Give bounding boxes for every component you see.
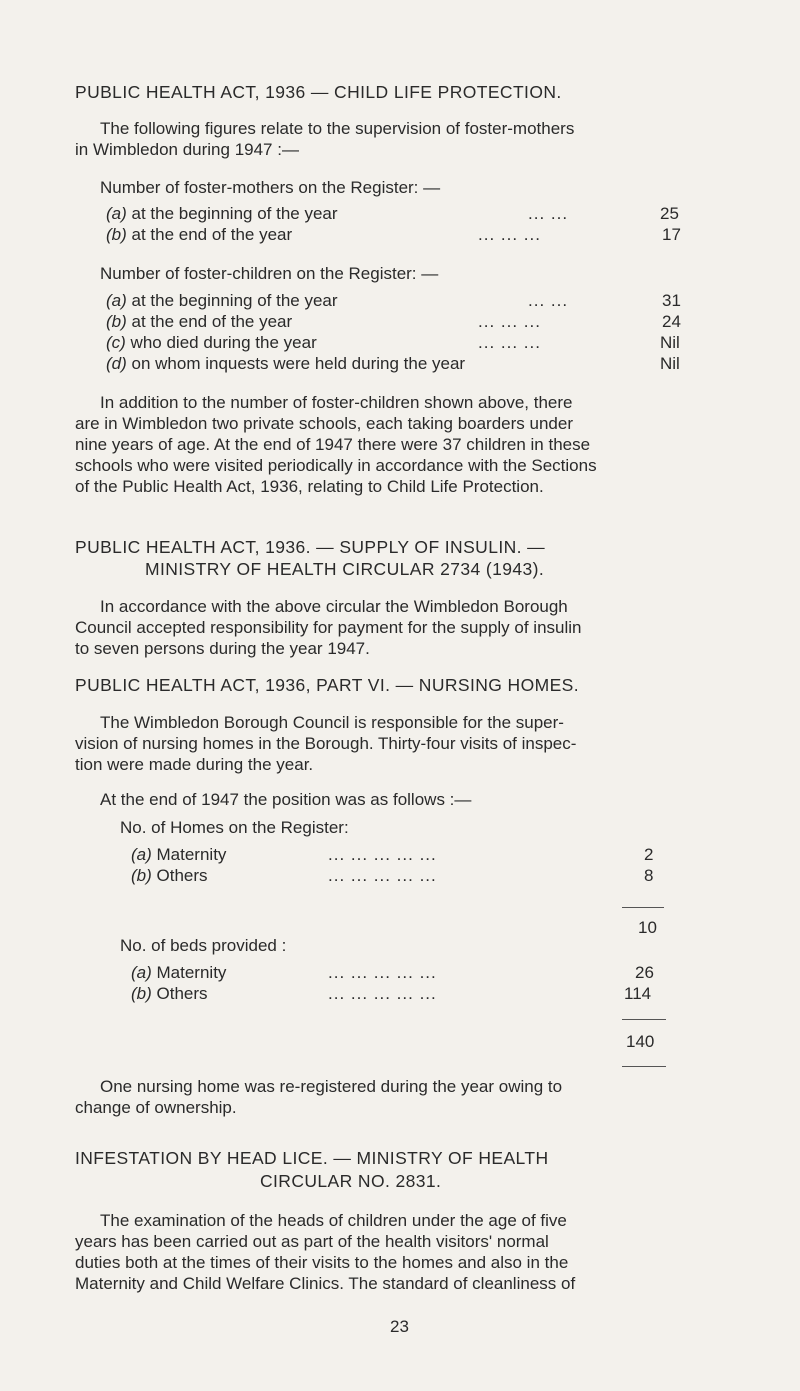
beds-row-a (131, 963, 226, 983)
row-dots: ... ... ... ... ... (328, 963, 437, 982)
beds-label: No. of beds provided : (120, 936, 287, 955)
row-letter: (c) (106, 333, 126, 352)
mothers-value-a: 25 (660, 204, 679, 223)
row-text: Maternity (151, 845, 227, 864)
heading-insulin-1: PUBLIC HEALTH ACT, 1936. — SUPPLY OF INSULIN. — (75, 537, 546, 557)
row-dots: ... ... ... (478, 312, 541, 331)
closing-line: change of ownership. (75, 1098, 237, 1117)
row-dots: ... ... (528, 291, 569, 310)
row-text: at the end of the year (126, 312, 293, 331)
para-line: years has been carried out as part of the health visitors' normal (75, 1232, 549, 1251)
row-letter: (b) (131, 984, 152, 1003)
para-line: duties both at the times of their visits to the homes and also in the (75, 1253, 569, 1272)
row-dots: ... ... ... (478, 225, 541, 244)
row-letter: (a) (106, 291, 127, 310)
foster-mothers-label: Number of foster-mothers on the Register: — (100, 178, 441, 197)
row-text: Others (151, 866, 208, 885)
row-text: on whom inquests were held during the year (126, 354, 466, 373)
row-text: Others (151, 984, 208, 1003)
mothers-row-a (106, 204, 338, 224)
homes-value-b: 8 (644, 866, 654, 885)
beds-row-b (131, 984, 208, 1004)
row-dots: ... ... ... ... ... (328, 866, 437, 885)
row-dots: ... ... ... ... ... (328, 845, 437, 864)
row-dots: ... ... ... ... ... (328, 984, 437, 1003)
para-line: to seven persons during the year 1947. (75, 639, 370, 658)
para-line: schools who were visited periodically in accordance with the Sections (75, 456, 597, 475)
row-dots: ... ... (528, 204, 569, 223)
subtotal-rule (622, 907, 664, 908)
beds-value-b: 114 (624, 984, 652, 1003)
row-letter: (a) (131, 963, 152, 982)
row-letter: (a) (106, 204, 127, 223)
row-text: at the beginning of the year (126, 291, 338, 310)
children-row-d (106, 354, 465, 374)
homes-label: No. of Homes on the Register: (120, 818, 349, 837)
para-line: of the Public Health Act, 1936, relating to Child Life Protection. (75, 477, 544, 496)
para-line: In addition to the number of foster-children shown above, there (100, 393, 573, 412)
row-text: at the end of the year (126, 225, 293, 244)
mothers-value-b: 17 (662, 225, 681, 244)
para-line: Maternity and Child Welfare Clinics. The standard of cleanliness of (75, 1274, 576, 1293)
para-line: The Wimbledon Borough Council is responsible for the super- (100, 713, 564, 732)
homes-row-a (131, 845, 226, 865)
heading-nursing-homes: PUBLIC HEALTH ACT, 1936, PART VI. — NURSING HOMES. (75, 675, 579, 695)
row-dots: ... ... ... (478, 333, 541, 352)
para-line: The examination of the heads of children under the age of five (100, 1211, 567, 1230)
row-text: who died during the year (125, 333, 317, 352)
intro-line-1: The following figures relate to the supervision of foster-mothers (100, 119, 575, 138)
para-line: Council accepted responsibility for payment for the supply of insulin (75, 618, 582, 637)
row-letter: (b) (106, 225, 127, 244)
row-letter: (a) (131, 845, 152, 864)
beds-value-a: 26 (635, 963, 654, 982)
children-value-a: 31 (662, 291, 681, 310)
para-line: In accordance with the above circular the Wimbledon Borough (100, 597, 568, 616)
homes-row-b (131, 866, 208, 886)
heading-insulin-2: MINISTRY OF HEALTH CIRCULAR 2734 (1943). (145, 559, 545, 579)
para-line: vision of nursing homes in the Borough. Thirty-four visits of inspec- (75, 734, 577, 753)
children-row-b (106, 312, 292, 332)
row-text: Maternity (151, 963, 227, 982)
children-value-b: 24 (662, 312, 681, 331)
total-rule (622, 1066, 666, 1067)
children-row-a (106, 291, 338, 311)
row-letter: (d) (106, 354, 127, 373)
row-letter: (b) (106, 312, 127, 331)
row-letter: (b) (131, 866, 152, 885)
para-line: are in Wimbledon two private schools, each taking boarders under (75, 414, 573, 433)
mothers-row-b (106, 225, 292, 245)
homes-value-a: 2 (644, 845, 654, 864)
position-line: At the end of 1947 the position was as follows :— (100, 790, 472, 809)
children-value-c: Nil (660, 333, 680, 352)
heading-child-life-protection: PUBLIC HEALTH ACT, 1936 — CHILD LIFE PROTECTION. (75, 82, 562, 102)
para-line: nine years of age. At the end of 1947 there were 37 children in these (75, 435, 591, 454)
heading-head-lice-1: INFESTATION BY HEAD LICE. — MINISTRY OF HEALTH (75, 1148, 549, 1168)
heading-head-lice-2: CIRCULAR NO. 2831. (260, 1171, 442, 1191)
intro-line-2: in Wimbledon during 1947 :— (75, 140, 299, 159)
row-text: at the beginning of the year (126, 204, 338, 223)
para-line: tion were made during the year. (75, 755, 314, 774)
subtotal-rule (622, 1019, 666, 1020)
page-number: 23 (390, 1317, 409, 1336)
children-row-c (106, 333, 317, 353)
homes-total: 10 (638, 918, 657, 937)
foster-children-label: Number of foster-children on the Register: — (100, 264, 439, 283)
closing-line: One nursing home was re-registered during the year owing to (100, 1077, 563, 1096)
children-value-d: Nil (660, 354, 680, 373)
beds-total: 140 (626, 1032, 655, 1051)
